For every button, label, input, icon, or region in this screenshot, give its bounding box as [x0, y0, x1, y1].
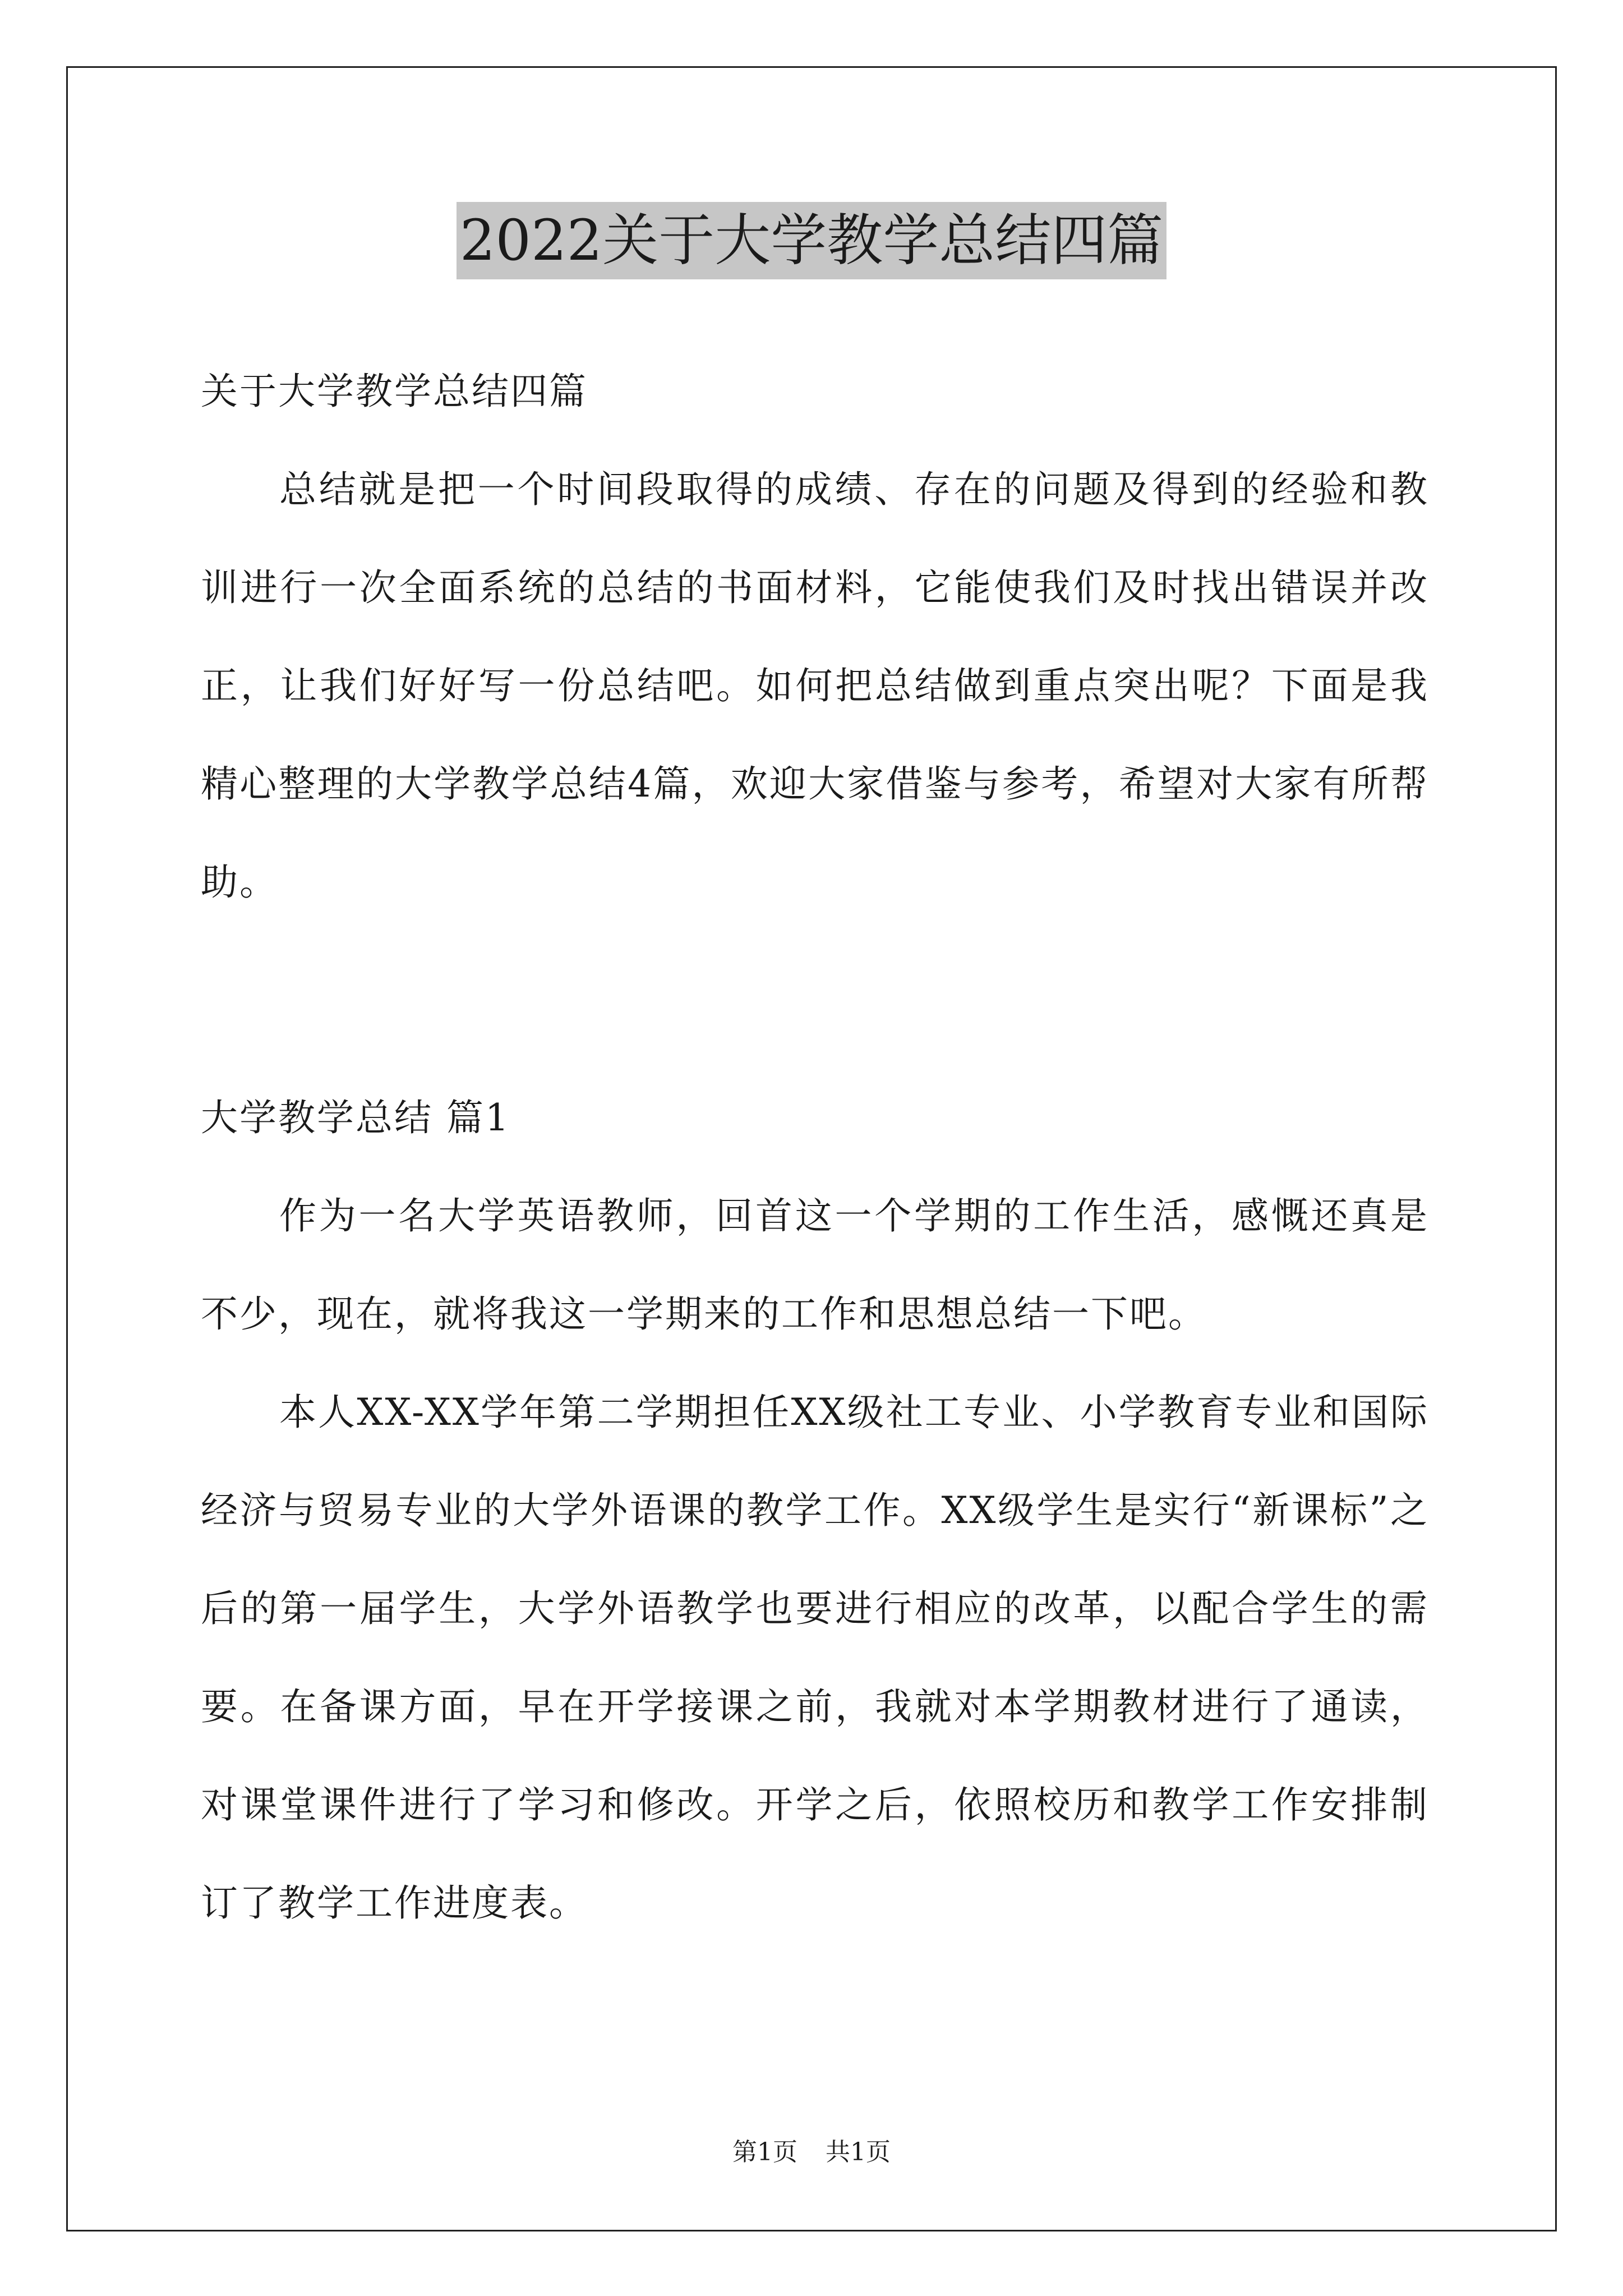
page-footer	[0, 2132, 1623, 2168]
document-title: 2022关于大学教学总结四篇	[457, 202, 1167, 279]
section-heading: 大学教学总结 篇1	[201, 1096, 510, 1139]
intro-paragraph: 总结就是把一个时间段取得的成绩、存在的问题及得到的经验和教训进行一次全面系统的总结的书面材料，它能使我们及时找出错误并改正，让我们好好写一份总结吧。如何把总结做到重点突出呢？下面是我精心整理的大学教学总结4篇，欢迎大家借鉴与参考，希望对大家有所帮助。	[201, 468, 1429, 904]
page-number-current: 第1页	[732, 2138, 797, 2166]
document-subtitle: 关于大学教学总结四篇	[201, 370, 588, 413]
section-block	[201, 1069, 1429, 1952]
section-paragraph: 本人XX-XX学年第二学期担任XX级社工专业、小学教育专业和国际经济与贸易专业的大学外语课的教学工作。XX级学生是实行“新课标”之后的第一届学生，大学外语教学也要进行相应的改革，以配合学生的需要。在备课方面，早在开学接课之前，我就对本学期教材进行了通读，对课堂课件进行了学习和修改。开学之后，依照校历和教学工作安排制订了教学工作进度表。	[201, 1391, 1429, 1925]
section-paragraph: 作为一名大学英语教师，回首这一个学期的工作生活，感慨还真是不少，现在，就将我这一学期来的工作和思想总结一下吧。	[201, 1194, 1429, 1336]
title-container	[0, 202, 1623, 279]
intro-block	[201, 342, 1429, 931]
page-number-total: 共1页	[826, 2138, 891, 2166]
